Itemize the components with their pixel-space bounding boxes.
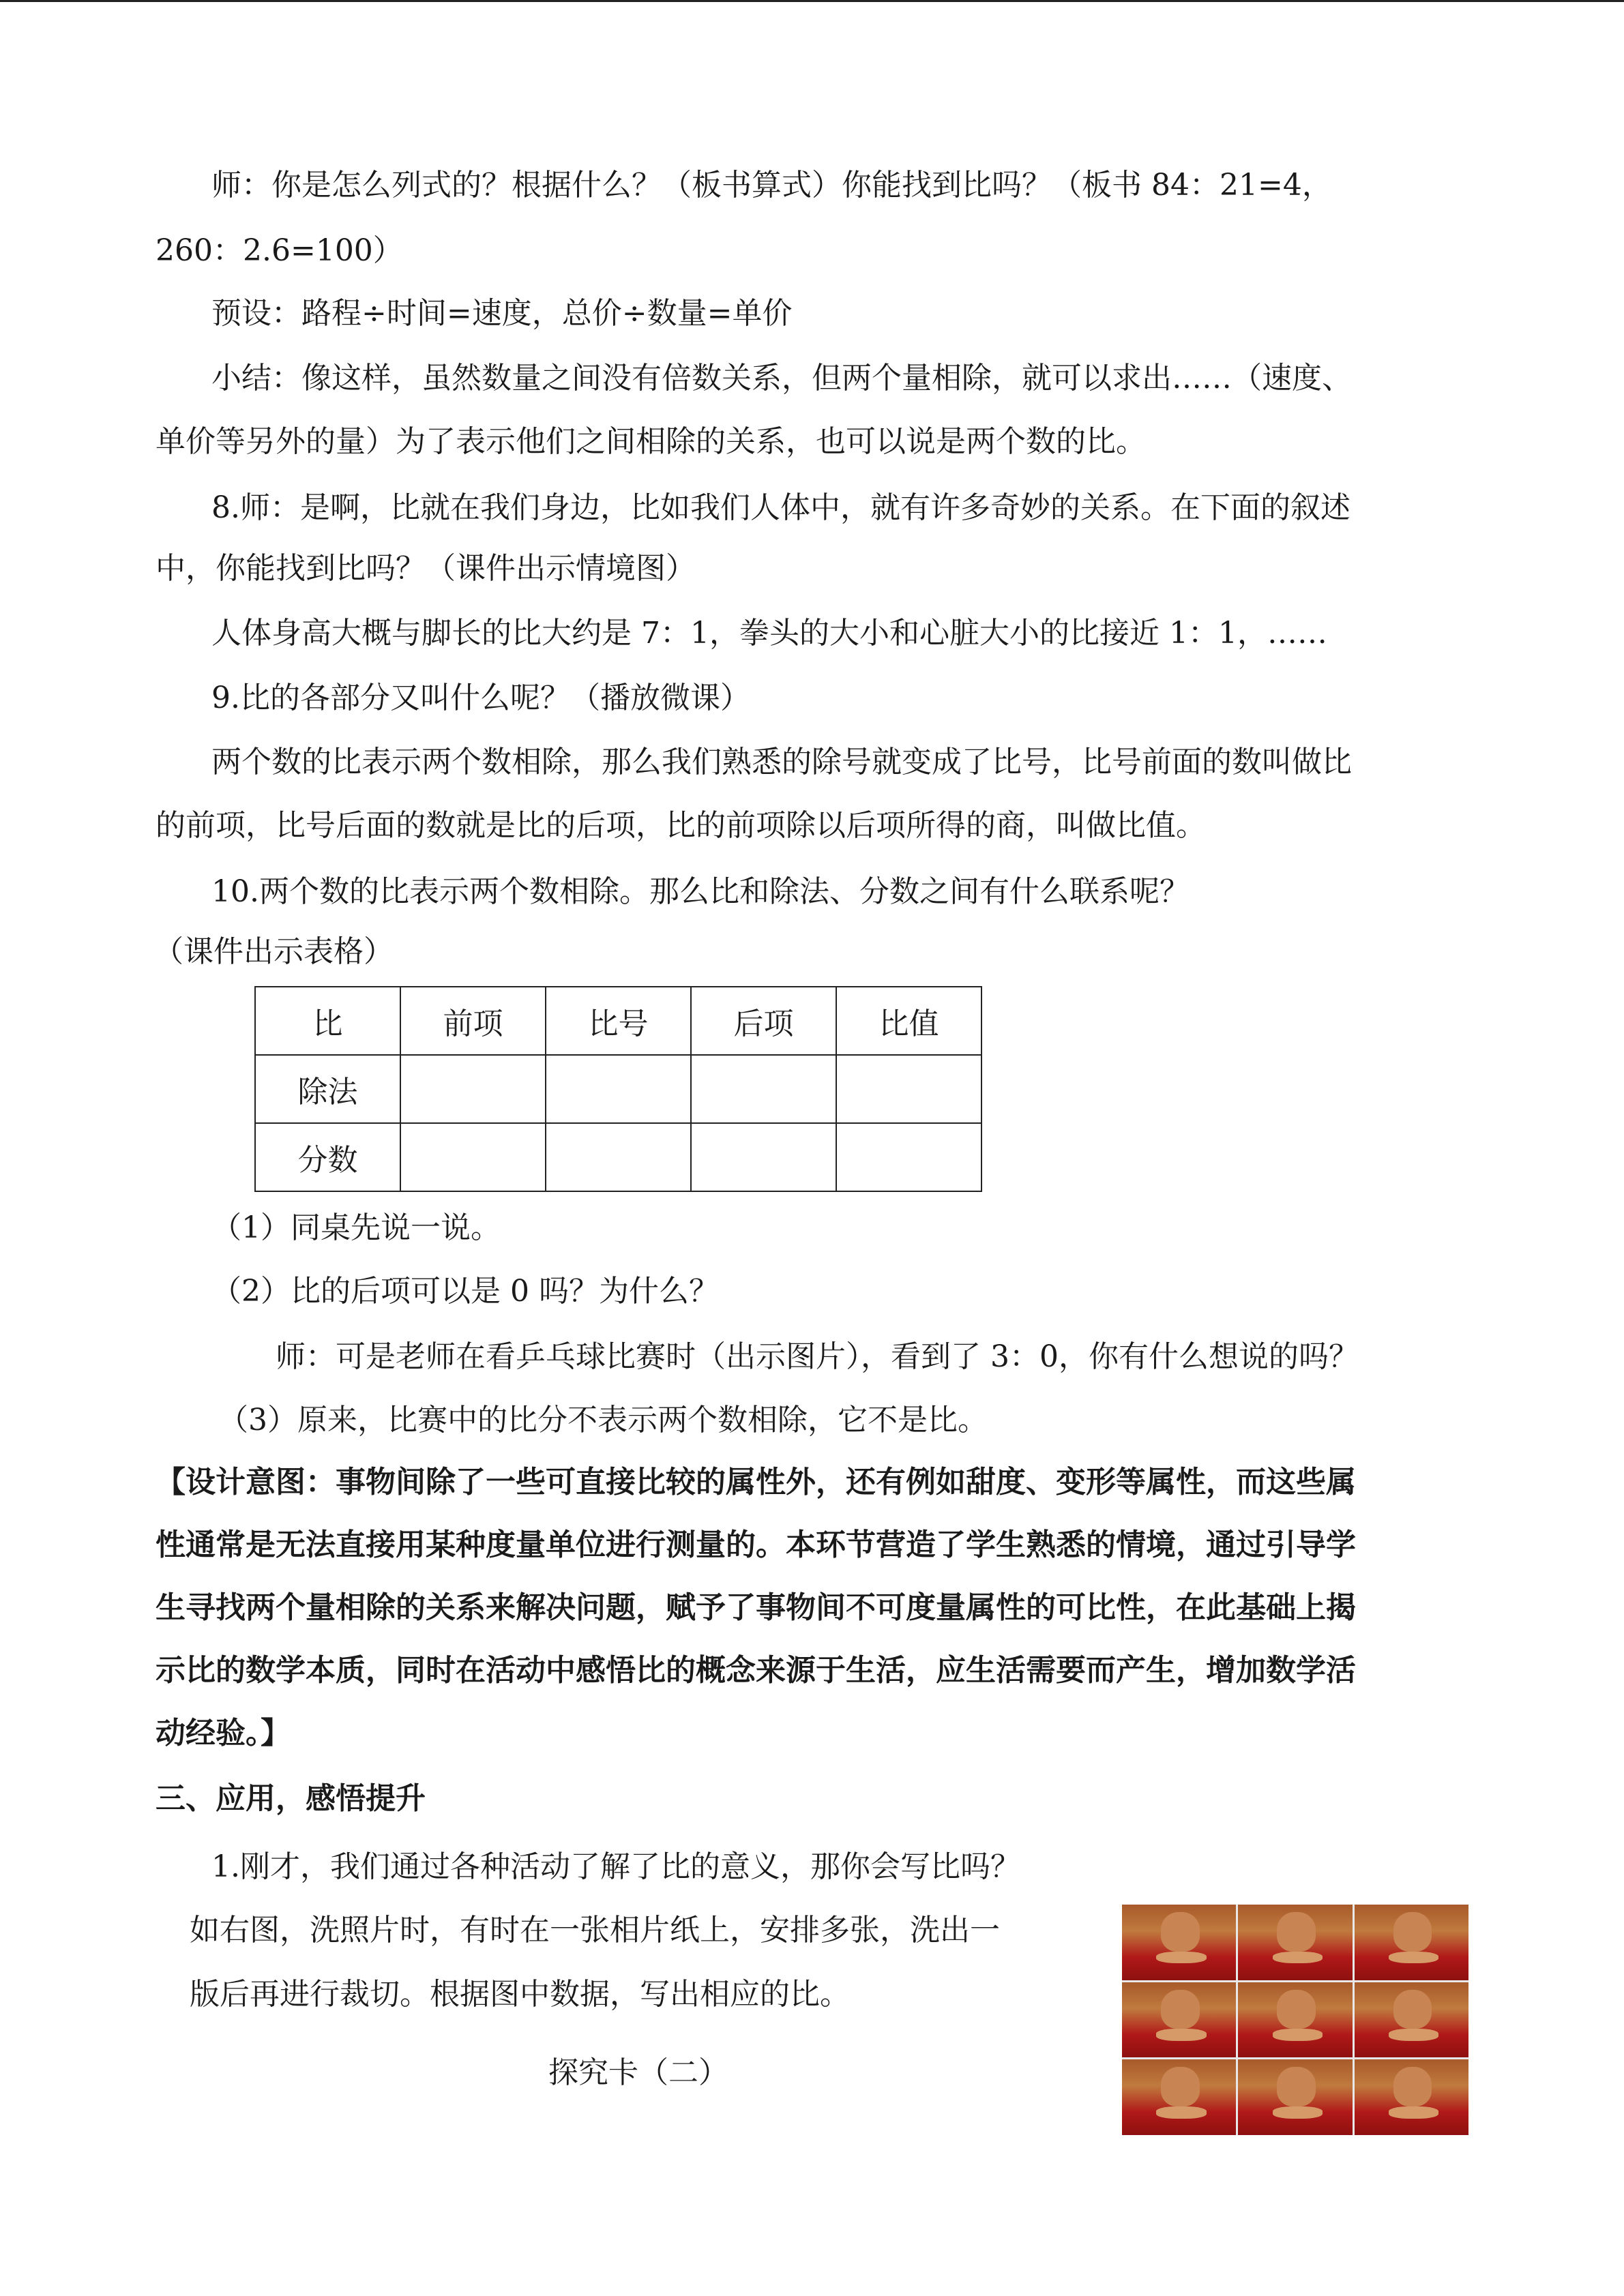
portrait-photo — [1122, 1905, 1236, 1980]
page-top-border — [0, 0, 1624, 2]
table-cell — [836, 1055, 981, 1123]
photo-sheet-image — [1122, 1905, 1468, 2135]
step-10-line: 10.两个数的比表示两个数相除。那么比和除法、分数之间有什么联系呢？ — [211, 874, 1190, 909]
design-intent-line: 动经验。】 — [156, 1716, 291, 1750]
preset-line: 预设：路程÷时间=速度，总价÷数量=单价 — [211, 296, 793, 331]
portrait-photo — [1355, 2059, 1468, 2135]
teacher-question-line-cont: 260：2.6=100） — [156, 233, 403, 268]
table-row-label: 分数 — [255, 1123, 400, 1191]
portrait-photo — [1122, 1982, 1236, 2058]
table-header-cell: 比 — [255, 987, 400, 1055]
courseware-table-note: （课件出示表格） — [153, 934, 394, 969]
summary-line: 小结：像这样，虽然数量之间没有倍数关系，但两个量相除，就可以求出……（速度、 — [211, 361, 1352, 396]
item-1-discuss: （1）同桌先说一说。 — [211, 1210, 501, 1245]
table-cell — [546, 1055, 691, 1123]
body-ratio-line: 人体身高大概与脚长的比大约是 7：1，拳头的大小和心脏大小的比接近 1：1，…… — [211, 616, 1327, 651]
table-header-cell: 后项 — [691, 987, 836, 1055]
design-intent-line: 性通常是无法直接用某种度量单位进行测量的。本环节营造了学生熟悉的情境，通过引导学 — [156, 1527, 1356, 1562]
portrait-photo — [1238, 2059, 1352, 2135]
table-header-row — [255, 987, 981, 1055]
table-row-label: 除法 — [255, 1055, 400, 1123]
summary-line-cont: 单价等另外的量）为了表示他们之间相除的关系，也可以说是两个数的比。 — [156, 424, 1146, 459]
teacher-pingpong-line: 师：可是老师在看乒乓球比赛时（出示图片），看到了 3：0，你有什么想说的吗？ — [276, 1339, 1359, 1374]
table-header-cell: 比值 — [836, 987, 981, 1055]
portrait-photo — [1355, 1982, 1468, 2058]
ratio-parts-line-cont: 的前项，比号后面的数就是比的后项，比的前项除以后项所得的商，叫做比值。 — [156, 808, 1206, 843]
ratio-comparison-table — [254, 986, 982, 1192]
exploration-card-title: 探究卡（二） — [548, 2055, 728, 2090]
table-cell — [836, 1123, 981, 1191]
step-8-line: 8.师：是啊，比就在我们身边，比如我们人体中，就有许多奇妙的关系。在下面的叙述 — [211, 490, 1350, 525]
table-cell — [400, 1055, 546, 1123]
portrait-photo — [1355, 1905, 1468, 1980]
item-3-conclusion: （3）原来，比赛中的比分不表示两个数相除，它不是比。 — [218, 1403, 988, 1437]
table-header-cell: 前项 — [400, 987, 546, 1055]
item-2-question: （2）比的后项可以是 0 吗？为什么？ — [211, 1274, 719, 1309]
design-intent-line: 生寻找两个量相除的关系来解决问题，赋予了事物间不可度量属性的可比性，在此基础上揭 — [156, 1590, 1356, 1625]
design-intent-line: 示比的数学本质，同时在活动中感悟比的概念来源于生活，应生活需要而产生，增加数学活 — [156, 1653, 1356, 1688]
table-cell — [400, 1123, 546, 1191]
step-8-line-cont: 中，你能找到比吗？（课件出示情境图） — [156, 551, 696, 586]
teacher-question-line: 师：你是怎么列式的？根据什么？（板书算式）你能找到比吗？（板书 84：21=4， — [211, 168, 1332, 203]
ratio-parts-line: 两个数的比表示两个数相除，那么我们熟悉的除号就变成了比号，比号前面的数叫做比 — [211, 745, 1352, 779]
portrait-photo — [1238, 1905, 1352, 1980]
design-intent-line: 【设计意图：事物间除了一些可直接比较的属性外，还有例如甜度、变形等属性，而这些属 — [156, 1465, 1356, 1500]
portrait-photo — [1238, 1982, 1352, 2058]
portrait-photo — [1122, 2059, 1236, 2135]
section-heading: 三、应用，感悟提升 — [156, 1781, 426, 1816]
table-cell — [691, 1055, 836, 1123]
table-row — [255, 1055, 981, 1123]
application-text: 如右图，洗照片时，有时在一张相片纸上，安排多张，洗出一 — [190, 1913, 1000, 1948]
application-question: 1.刚才，我们通过各种活动了解了比的意义，那你会写比吗？ — [211, 1849, 1020, 1884]
step-9-line: 9.比的各部分又叫什么呢？（播放微课） — [211, 681, 750, 715]
application-text-cont: 版后再进行裁切。根据图中数据，写出相应的比。 — [190, 1977, 850, 2012]
table-cell — [546, 1123, 691, 1191]
table-row — [255, 1123, 981, 1191]
table-header-cell: 比号 — [546, 987, 691, 1055]
table-cell — [691, 1123, 836, 1191]
